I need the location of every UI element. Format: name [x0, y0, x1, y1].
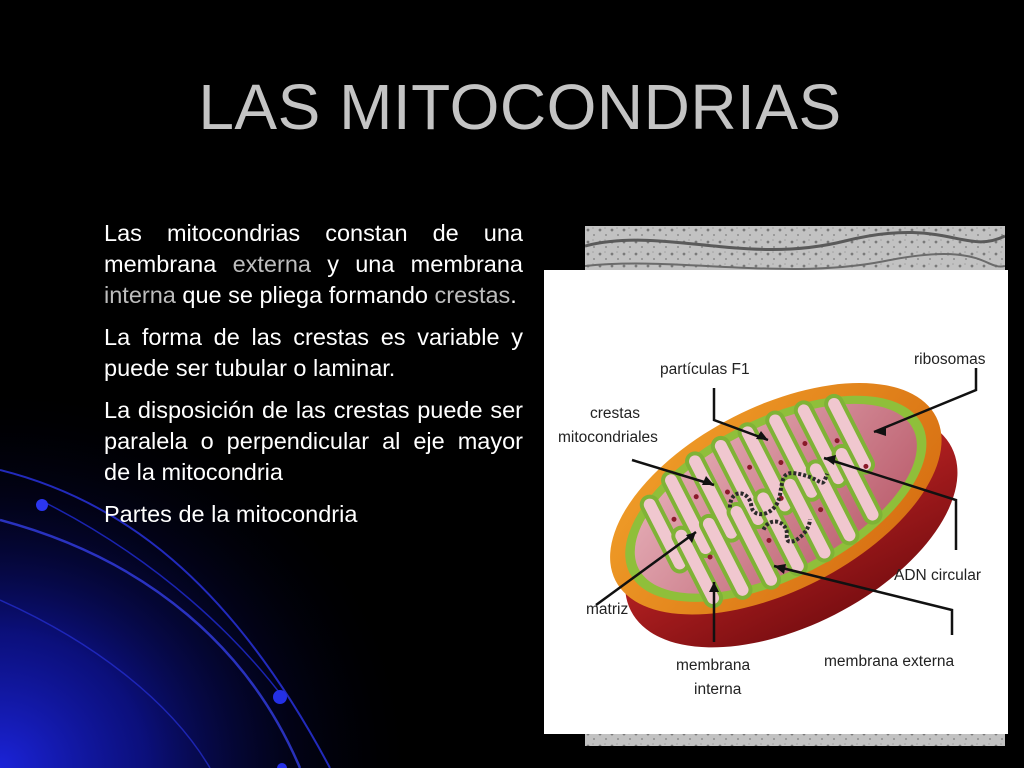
text-run: que se pliega formando — [175, 282, 435, 308]
label-membrana-externa: membrana externa — [824, 653, 955, 670]
body-text — [104, 218, 523, 541]
paragraph-membranes — [104, 218, 523, 311]
text-run: . — [510, 282, 517, 308]
highlighted-term: externa — [232, 251, 311, 277]
paragraph-crest-shape — [104, 322, 523, 384]
label-matriz: matriz — [586, 601, 629, 618]
label-ribosomas: ribosomas — [914, 351, 986, 368]
text-run: Partes de la mitocondria — [104, 501, 358, 527]
paragraph-crest-arrangement — [104, 395, 523, 488]
label-mitocondriales: mitocondriales — [558, 429, 658, 446]
text-run: y una membrana — [310, 251, 523, 277]
highlighted-term: crestas — [434, 282, 511, 308]
label-membrana-interna-2: interna — [694, 681, 742, 698]
label-membrana-interna-1: membrana — [676, 657, 751, 674]
label-adn-circular: ADN circular — [894, 567, 981, 584]
text-run: La forma de las crestas es variable y puede ser tubular o laminar. — [104, 324, 523, 381]
text-run: La disposición de las crestas puede ser paralela o perpendicular al eje mayor de la mitocondria — [104, 397, 523, 485]
label-crestas: crestas — [590, 405, 640, 422]
mitochondria-diagram — [544, 270, 1008, 734]
text-run: Las mitocondrias constan de una membrana — [104, 220, 523, 277]
slide-title: LAS MITOCONDRIAS — [198, 71, 842, 143]
mitochondria-illustration — [544, 270, 1008, 734]
paragraph-parts — [104, 499, 523, 530]
label-particulas-f1: partículas F1 — [660, 361, 750, 378]
highlighted-term: interna — [104, 282, 176, 308]
